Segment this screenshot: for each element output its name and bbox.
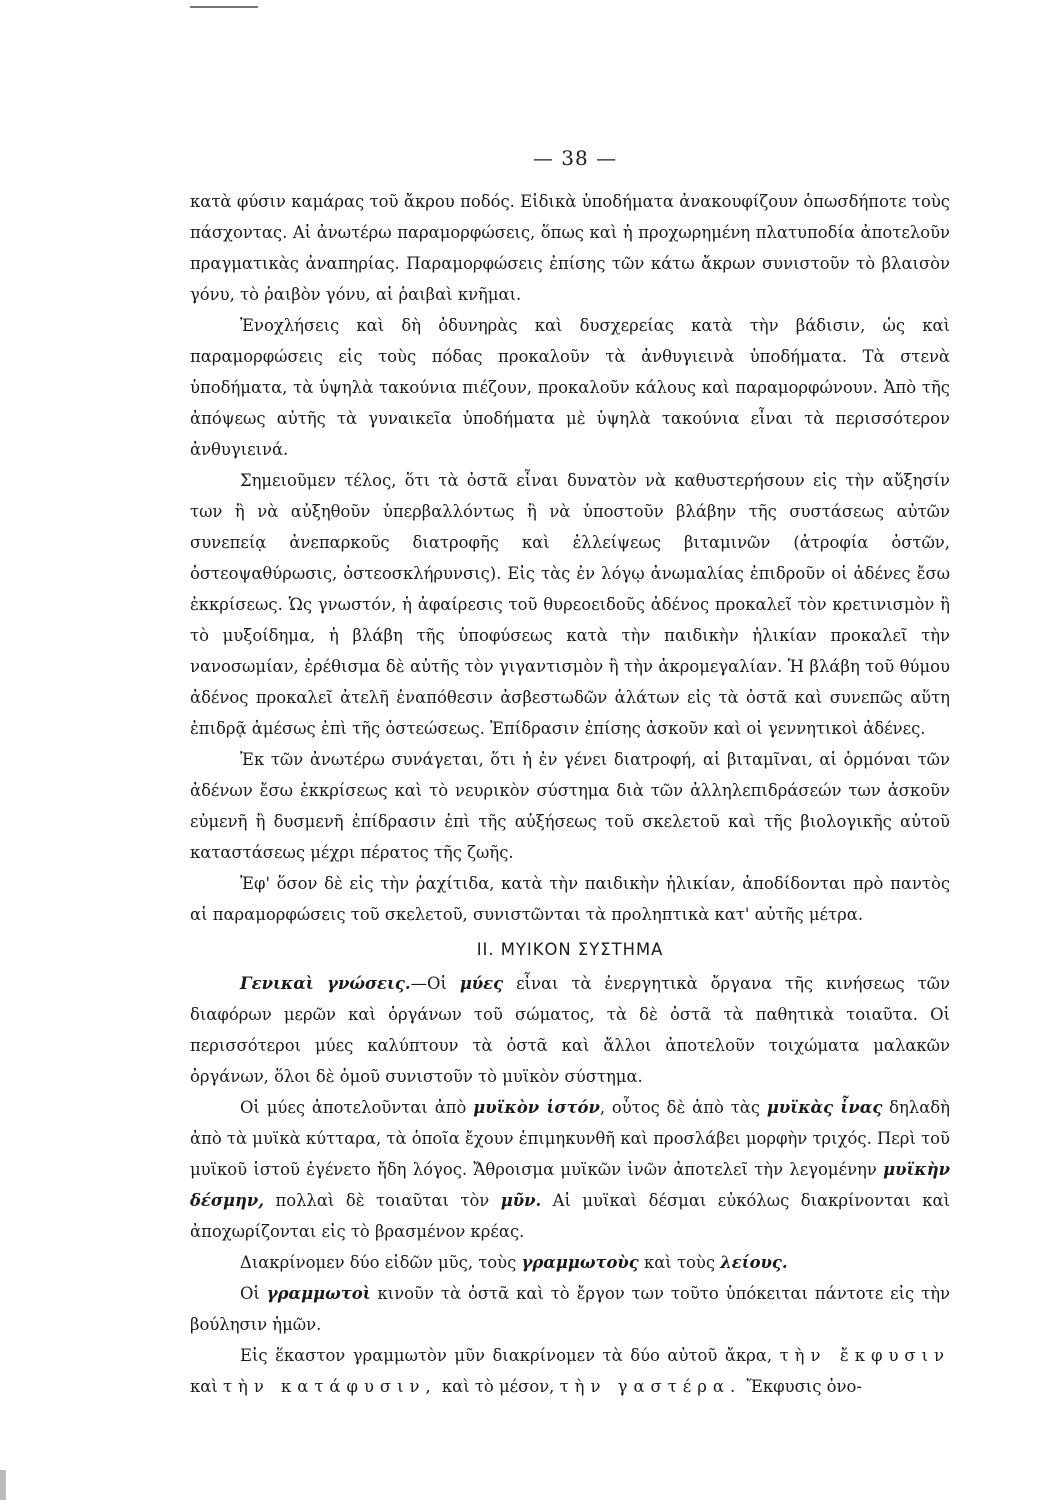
text-run: —Οἱ [410,974,460,993]
bold-term: μυϊκὰς ἶνας [766,1098,883,1117]
text-run: Ἔκφυσις ὀνο- [741,1377,862,1396]
text-run: καὶ [190,1377,223,1396]
paragraph [190,968,950,1092]
body-text [190,186,950,1402]
paragraph: Σημειοῦμεν τέλος, ὅτι τὰ ὀστᾶ εἶναι δυνατὸν νὰ καθυστερήσουν εἰς τὴν αὔξησίν των ἢ νὰ αὐξηθοῦν ὑπερβαλλόντως ἢ νὰ ὑποστοῦν βλάβην τῆς συστάσεως αὐτῶν συνεπείᾳ ἀνεπαρκοῦς διατροφῆς καὶ ἐλλείψεως βιταμινῶν (ἀτροφία ὀστῶν, ὀστεοψαθύρωσις, ὀστεοσκλήρυνσις). Εἰς τὰς ἐν λόγῳ ἀνωμαλίας ἐπιδροῦν οἱ ἀδένες ἔσω ἐκκρίσεως. Ὡς γνωστόν, ἡ ἀφαίρεσις τοῦ θυρεοειδοῦς ἀδένος προκαλεῖ τὸν κρετινισμὸν ἢ τὸ μυξοίδημα, ἡ βλάβη τῆς ὑποφύσεως κατὰ τὴν παιδικὴν ἡλικίαν προκαλεῖ τὴν νανοσωμίαν, ἐρέθισμα δὲ αὐτῆς τὸν γιγαντισμὸν ἢ τὴν ἀκρομεγαλίαν. Ἡ βλάβη τοῦ θύμου ἀδένος προκαλεῖ ἀτελῆ ἐναπόθεσιν ἀσβεστωδῶν ἁλάτων εἰς τὰ ὀστᾶ καὶ συνεπῶς αὕτη ἐπιδρᾷ ἀμέσως ἐπὶ τῆς ὀστεώσεως. Ἐπίδρασιν ἐπίσης ἀσκοῦν καὶ οἱ γεννητικοὶ ἀδένες. [190,471,950,738]
paragraph [190,1278,950,1340]
text-run: δηλαδὴ ἀπὸ τὰ μυϊκὰ κύτταρα, τὰ ὁποῖα ἔχουν ἐπιμηκυνθῆ καὶ προσλάβει μορφὴν τριχός. Περὶ τοῦ μυϊκοῦ ἱστοῦ ἐγένετο ἤδη λόγος. Ἄθροισμα μυϊκῶν ἰνῶν ἀποτελεῖ τὴν λεγομένην [190,1098,950,1179]
text-run: εἶναι τὰ ἐνεργητικὰ ὄργανα τῆς κινήσεως τῶν διαφόρων μερῶν καὶ ὀργάνων τοῦ σώματος, τὰ δὲ ὀστᾶ τὰ παθητικὰ τοιαῦτα. Οἱ περισσότεροι μύες καλύπτουν τὰ ὀστᾶ καὶ ἄλλοι ἀποτελοῦν τοιχώματα μαλακῶν ὀργάνων, ὅλοι δὲ ὁμοῦ συνιστοῦν τὸ μυϊκὸν σύστημα. [190,974,950,1086]
text-run: κινοῦν τὰ ὀστᾶ καὶ τὸ ἔργον των τοῦτο ὑπόκειται πάντοτε εἰς τὴν βούλησιν ἡμῶν. [190,1284,951,1334]
text-run: Οἱ μύες ἀποτελοῦνται ἀπὸ [240,1098,474,1117]
text-run: Οἱ [240,1284,267,1303]
text-run: Διακρίνομεν δύο εἰδῶν μῦς, τοὺς [240,1253,522,1272]
spaced-term: τὴν κατάφυσιν, [222,1377,437,1396]
text-run: καὶ τὸ μέσον, [436,1377,560,1396]
paragraph: Ἐκ τῶν ἀνωτέρω συνάγεται, ὅτι ἡ ἐν γένει διατροφή, αἱ βιταμῖναι, αἱ ὁρμόναι τῶν ἀδένων ἔσω ἐκκρίσεως καὶ τὸ νευρικὸν σύστημα διὰ τῶν ἀλληλεπιδράσεών των ἀσκοῦν εὐμενῆ ἢ δυσμενῆ ἐπίδρασιν ἐπὶ τῆς αὐξήσεως τοῦ σκελετοῦ καὶ τῆς βιολογικῆς αὐτοῦ καταστάσεως μέχρι πέρατος τῆς ζωῆς. [190,750,950,862]
bold-term: Γενικαὶ γνώσεις. [240,974,411,993]
text-run: , οὗτος δὲ ἀπὸ τὰς [599,1098,767,1117]
section-heading: II. ΜΥΙΚΟΝ ΣΥΣΤΗΜΑ [476,940,664,959]
paragraph: Ἐνοχλήσεις καὶ δὴ ὀδυνηρὰς καὶ δυσχερείας κατὰ τὴν βάδισιν, ὡς καὶ παραμορφώσεις εἰς τοὺς πόδας προκαλοῦν τὰ ἀνθυγιεινὰ ὑποδήματα. Τὰ στενὰ ὑποδήματα, τὰ ὑψηλὰ τακούνια πιέζουν, προκαλοῦν κάλους καὶ παραμορφώνουν. Ἀπὸ τῆς ἀπόψεως αὐτῆς τὰ γυναικεῖα ὑποδήματα μὲ ὑψηλὰ τακούνια εἶναι τὰ περισσότερον ἀνθυγιεινά. [190,316,950,459]
paragraph [190,1340,950,1402]
bold-term: γραμμωτοὺς [521,1253,639,1272]
spaced-term: τὴν ἔκφυσιν [779,1346,950,1365]
bold-term: μύες [459,974,504,993]
bold-term: μυϊκὸν ἱστόν [473,1098,600,1117]
bold-term: μυϊκὴν δέσμην, [190,1160,950,1210]
text-run: Εἰς ἕκαστον γραμμωτὸν μῦν διακρίνομεν τὰ δύο αὐτοῦ ἄκρα, [240,1346,780,1365]
scan-edge-mark [0,1470,6,1500]
text-run: πολλαὶ δὲ τοιαῦται τὸν [263,1191,501,1210]
paragraph: κατὰ φύσιν καμάρας τοῦ ἄκρου ποδός. Εἰδικὰ ὑποδήματα ἀνακουφίζουν ὁπωσδήποτε τοὺς πάσχοντας. Αἱ ἀνωτέρω παραμορφώσεις, ὅπως καὶ ἡ προχωρημένη πλατυποδία ἀποτελοῦν πραγματικὰς ἀναπηρίας. Παραμορφώσεις ἐπίσης τῶν κάτω ἄκρων συνιστοῦν τὸ βλαισὸν γόνυ, τὸ ῥαιβὸν γόνυ, αἱ ῥαιβαὶ κνῆμαι. [190,192,950,304]
paragraph [190,1092,950,1247]
page-number: — 38 — [532,146,618,170]
paragraph: Ἐφ' ὅσον δὲ εἰς τὴν ῥαχίτιδα, κατὰ τὴν παιδικὴν ἡλικίαν, ἀποδίδονται πρὸ παντὸς αἱ παραμορφώσεις τοῦ σκελετοῦ, συνιστῶνται τὰ προληπτικὰ κατ' αὐτῆς μέτρα. [190,874,950,924]
bold-term: γραμμωτοὶ [266,1284,371,1303]
paragraph [190,1247,950,1278]
text-run: Αἱ μυϊκαὶ δέσμαι εὐκόλως διακρίνονται καὶ ἀποχωρίζονται εἰς τὸ βρασμένον κρέας. [190,1191,950,1241]
bold-term: μῦν. [500,1191,542,1210]
scan-edge-mark [190,6,258,8]
text-run: καὶ τοὺς [638,1253,721,1272]
spaced-term: τὴν γαστέρα. [559,1377,742,1396]
bold-term: λείους. [720,1253,788,1272]
